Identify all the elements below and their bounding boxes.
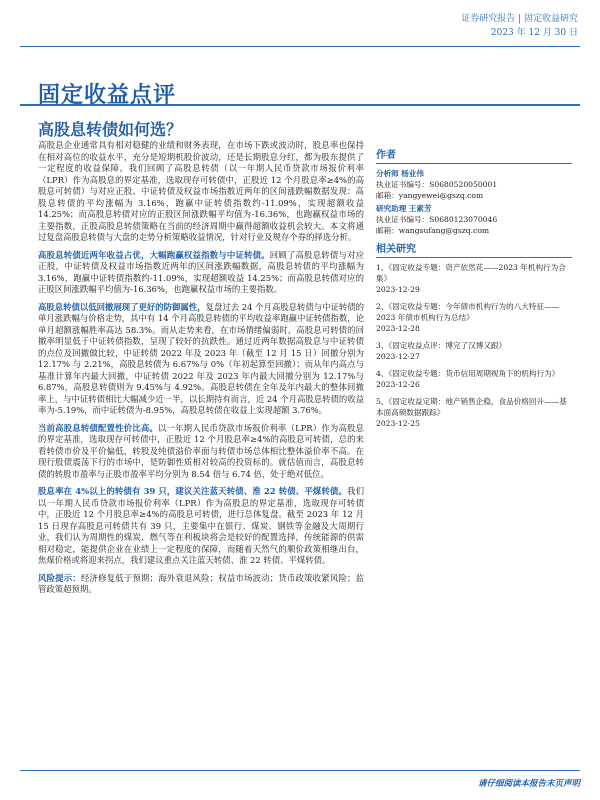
analyst-entry [376,203,572,236]
analyst-role: 研究助理 [376,204,407,213]
paragraph-body: 回顾了高股息转债与对应正股，中证转债及权益市场指数近两年的区间涨跌幅数据，高股息转债的平均涨幅为 3.16%，跑赢中证转债指数约-11.09%，实现超额收益 14.25%；而高股息转债对应的正股区间涨跌幅平均值为-16.36%，也跑赢权益市场的主要指数。 [38,249,365,294]
paragraph-returns [38,250,364,296]
risk-text: 经济修复低于预期；海外衰退风险；权益市场波动；货币政策收紧风险；监管政策超预期。 [38,572,365,594]
paragraph-recommendation [38,486,364,567]
report-type: 证券研究报告 | 固定收益研究 [461,14,578,24]
paragraph-lead: 当前高股息转债配置性价比高。 [38,422,158,433]
related-item[interactable] [376,262,572,295]
related-date: 2023-12-26 [376,380,420,389]
related-date: 2023-12-28 [376,324,420,333]
report-date: 2023 年 12 月 30 日 [490,28,578,38]
paragraph-body: 我们以一年期人民币贷款市场报价利率（LPR）作为高股息的界定基准，选取现存可转债中，正股近 12 个月股息率≥4%的高股息可转债，进行总体复盘。截至 2023 年 12 月 15 日现存高股息可转债共有 39 只，主要集中在银行、煤炭、钢铁等金融及大周期行业，我们认为周期性的煤炭、燃气等在利板块将会是较好的配置选择，传统能源的供需相对稳定，能提供企业在业绩上一定程度的保障，而随着天然气的顺价政策相继出台，焦煤价格或将迎来拐点，我们建议重点关注蓝天转债、淮 22 转债、平煤转债。 [38,486,364,565]
risk-label: 风险提示： [38,572,81,583]
related-date: 2023-12-25 [376,419,420,428]
related-title: 4、《固定收益专题：货币信用周期视角下的机构行为》 [376,369,560,378]
analyst-name: 杨业伟 [401,169,424,178]
title-divider [20,104,580,106]
paragraph-lead: 高股息转债以低回撤展现了更好的防御属性， [38,301,206,312]
paragraph-lead: 股息率在 4%以上的转债有 39 只，建议关注蓝天转债、淮 22 转债、平煤转债。 [38,486,348,496]
risk-warning [38,573,364,596]
authors-heading: 作者 [376,150,572,164]
page-footer [20,770,580,800]
header-divider [20,46,580,47]
analyst-name: 王素芳 [408,204,432,213]
paragraph-body: 以一年期人民币贷款市场报价利率（LPR）作为高股息的界定基准，选取现存可转债中，正股近 12 个月股息率≥4%的高股息可转债，总的来看转债市价及平价偏低，转股及纯债溢价率面与转债市场总体相比整体溢价率不高。在现行股债震荡下行的市场中，是防御性质相对较高的投资标的。就估值而言，高股息转债的转股市盈率与正股市盈率平均分别为 8.54 倍与 6.74 倍，处于绝对低位。 [38,422,364,479]
related-title: 3、《固定收益点评：博完了汉博又跟》 [376,341,507,350]
paragraph-body: 复盘过去 24 个月高股息转债与中证转债的单月涨跌幅与价格走势，其中有 14 个月高股息转债的平均收益率跑赢中证转债指数，论单月超额涨幅胜率高达 58.3%。而从走势来看，在市场情绪偏弱时，高股息可转债的回撤率明显低于中证转债指数，呈现了较好的抗跌性。通过近两年数据高股息与中证转债的点位及回撤做比较，中证转债 2022 年及 2023 年（截至 12 月 15 日）回撤分别为 12.17% 与 2.21%，高股息转债为 6.67%与 0%（年初起算至回撤）；而从年内高点与基准计算年内最大回撤，中证转债 2022 年及 2023 年内最大回撤分别为 12.17%与 6.87%，高股息转债则为 9.45%与 4.92%。高股息转债在全年及年内最大的整体回撤率上，与中证转债相比大幅减少近一半，以长期持有而言，近 24 个月高股息转债的收益率为-5.19%，而中证转债为-8.95%，高股息转债在收益上实现超额 3.76%。 [38,301,364,415]
related-title: 5、《固定收益定期：地产销售企稳，食品价格回升——基本面高频数据跟踪》 [376,397,567,417]
related-research [376,244,572,429]
report-header [461,12,578,40]
related-item[interactable] [376,396,572,429]
related-title: 1、《固定收益专题：资产依然花——2023 年机构行为合集》 [376,263,566,283]
analyst-entry [376,168,572,201]
related-title: 2、《固定收益专题：今年债市机构行为的八大特征——2023 年债市机构行为总结》 [376,302,560,322]
analyst-license: 执业证书编号：S0680520050001 [376,180,498,189]
paragraph-body: 高股息企业通常具有相对稳健的业绩和财务表现，在市场下跌或波动时，股息率也保持在相对高位的收益水平，充分是短期机股价波动，还是长期股息分红，都为股东提供了一定程度的收益保障。我们回顾了高股息转债（以一年期人民币贷款市场报价利率（LPR）作为高股息的界定基准，选取现存可转债中，正股近 12 个月股息率≥4%的高股息可转债）与对应正股、中证转债及权益市场指数近两年的区间涨跌幅数据发现：高股息转债的平均涨幅为 3.16%，跑赢中证转债指数约-11.09%，实现超额收益 14.25%；而高股息转债对应的正股区间涨跌幅平均值为-16.36%，也跑赢权益市场的主要指数，正股高股息转债策略在当前的经济周期中赢得超额收益机会较大。本文将通过复盘高股息转债与大盘的走势分析策略收益情况，针对行业及规存个券的择选分析。 [38,140,364,242]
related-item[interactable] [376,368,572,390]
report-subtitle: 高股息转债如何选？ [38,120,183,139]
sidebar [376,150,572,435]
paragraph-intro [38,140,364,244]
paragraph-lead: 高股息转债近两年收益占优，大幅跑赢权益指数与中证转债。 [38,249,270,260]
footer-disclaimer: 请仔细阅读本报告末页声明 [477,779,580,789]
page-title: 固定收益点评 [38,83,177,108]
related-heading: 相关研究 [376,244,572,258]
analyst-license: 执业证书编号：S0680123070046 [376,215,498,224]
analyst-email[interactable]: 邮箱：wangsufang@gszq.com [376,226,490,235]
footer-divider [20,770,580,771]
related-item[interactable] [376,340,572,362]
paragraph-drawdown [38,302,364,417]
paragraph-valuation [38,423,364,481]
main-body [38,140,364,602]
analyst-email[interactable]: 邮箱：yangyewei@gszq.com [376,191,484,200]
related-date: 2023-12-27 [376,352,420,361]
analyst-role: 分析师 [376,169,399,178]
related-date: 2023-12-29 [376,285,420,294]
related-item[interactable] [376,301,572,334]
